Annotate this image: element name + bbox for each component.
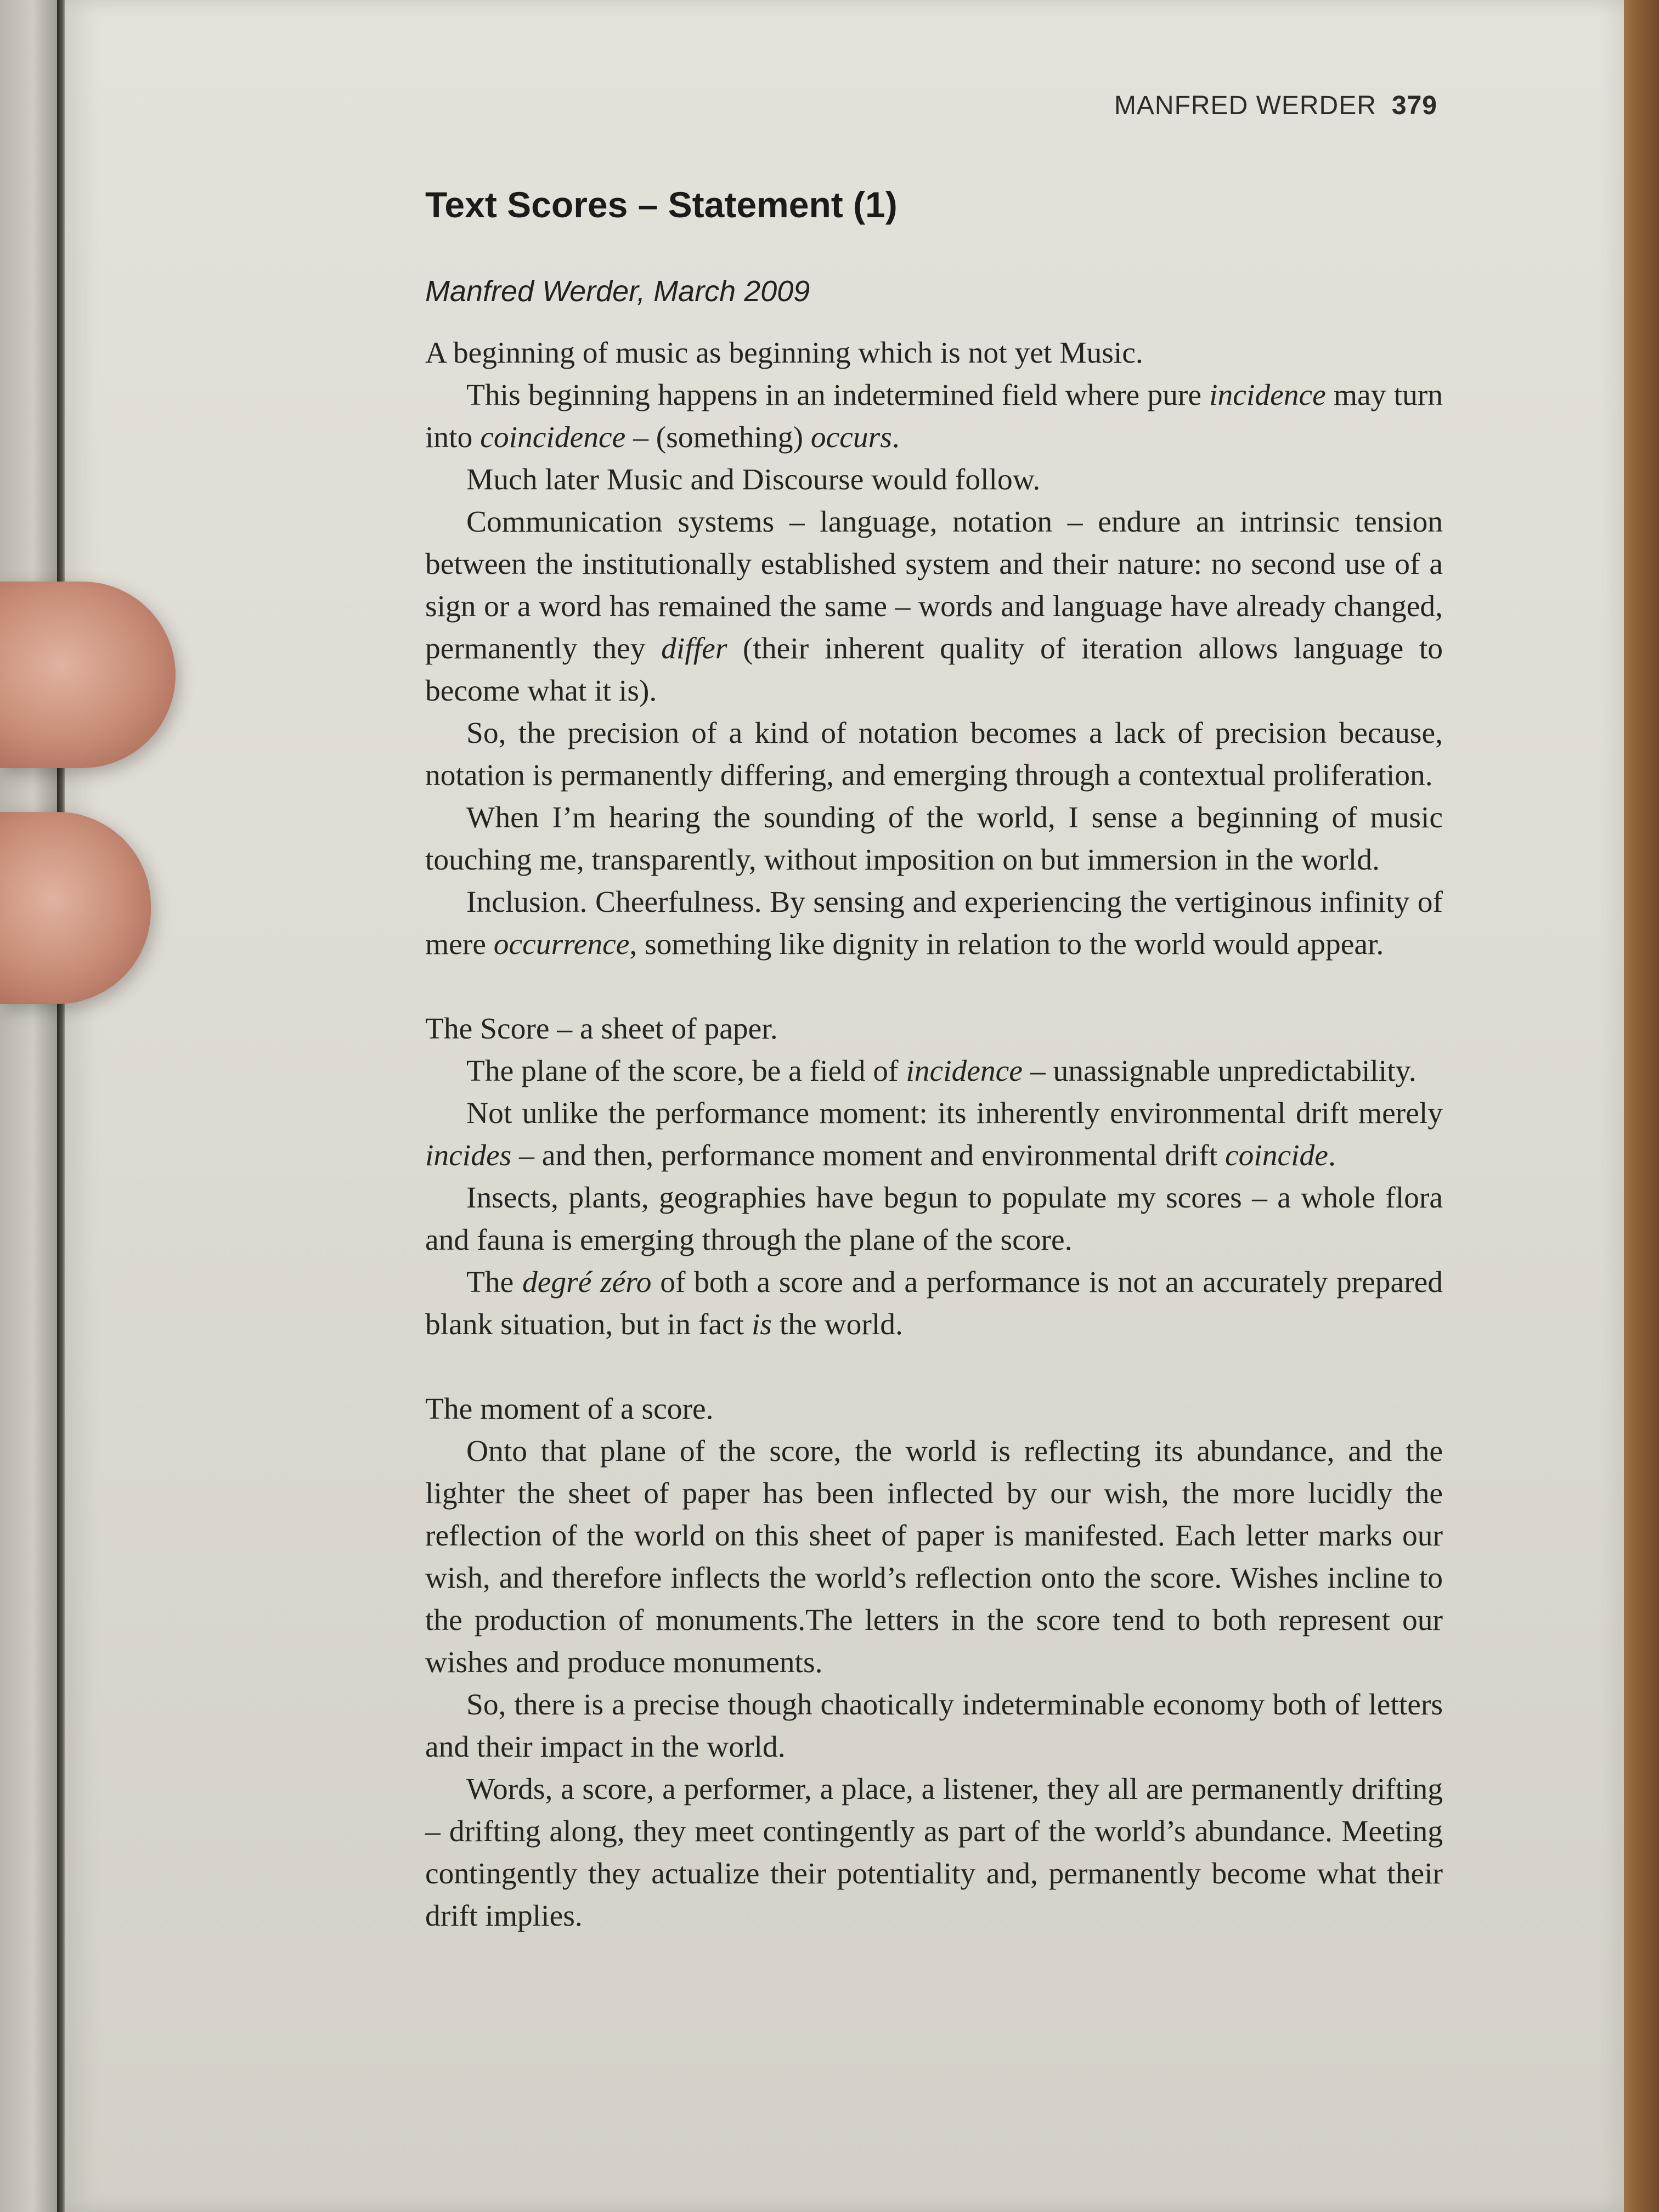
page-number: 379	[1391, 91, 1437, 120]
emphasis: occurrence	[493, 928, 630, 961]
chapter-title: Text Scores – Statement (1)	[425, 184, 898, 225]
emphasis: incidence	[906, 1054, 1023, 1088]
paragraph: So, there is a precise though chaotically indeterminable economy both of letters and their impact in the world.	[425, 1688, 1443, 1764]
emphasis: occurs	[810, 421, 892, 454]
paragraph: Much later Music and Discourse would follow.	[466, 463, 1041, 496]
byline: Manfred Werder, March 2009	[425, 275, 810, 308]
running-head	[1108, 91, 1437, 121]
paragraph: The plane of the score, be a field of incidence – unassignable unpredictability.	[466, 1054, 1417, 1088]
paragraph: So, the precision of a kind of notation becomes a lack of precision because, notation is permanently differing, and emerging through a contextual proliferation.	[425, 716, 1443, 792]
emphasis: degré zéro	[522, 1266, 652, 1299]
emphasis: incidence	[1209, 379, 1326, 412]
paragraph: The Score – a sheet of paper.	[425, 1012, 778, 1046]
paragraph: Communication systems – language, notation – endure an intrinsic tension between the institutionally established system and their nature: no second use of a sign or a word has remained the same – words and language have already changed, permanently they differ (their inherent quality of iteration allows language to become what it is).	[425, 505, 1443, 708]
running-head-author: MANFRED WERDER	[1114, 91, 1376, 120]
paragraph: This beginning happens in an indetermined field where pure incidence may turn into coincidence – (something) occurs.	[425, 379, 1443, 454]
emphasis: coincide	[1224, 1139, 1328, 1172]
paragraph: Inclusion. Cheerfulness. By sensing and experiencing the vertiginous infinity of mere occurrence, something like dignity in relation to the world would appear.	[425, 885, 1443, 961]
paragraph: Not unlike the performance moment: its inherently environmental drift merely incides – and then, performance moment and environmental drift coincide.	[425, 1097, 1443, 1172]
paragraph: The moment of a score.	[425, 1392, 714, 1426]
emphasis: incides	[425, 1139, 512, 1172]
paragraph: Words, a score, a performer, a place, a listener, they all are permanently drifting – drifting along, they meet contingently as part of the world’s abundance. Meeting contingently they actualize their potentiality and, permanently become what their drift implies.	[425, 1773, 1443, 1933]
emphasis: coincidence	[480, 421, 626, 454]
paragraph: When I’m hearing the sounding of the world, I sense a beginning of music touching me, transparently, without imposition on but immersion in the world.	[425, 801, 1443, 877]
paragraph: Insects, plants, geographies have begun to populate my scores – a whole flora and fauna is emerging through the plane of the score.	[425, 1181, 1443, 1257]
emphasis: differ	[661, 632, 727, 665]
paragraph: Onto that plane of the score, the world is reflecting its abundance, and the lighter the sheet of paper has been inflected by our wish, the more lucidly the reflection of the world on this sheet of paper is manifested. Each letter marks our wish, and therefore inflects the world’s reflection onto the score. Wishes incline to the production of monuments.The letters in the score tend to both represent our wishes and produce monuments.	[425, 1435, 1443, 1679]
left-page-edge	[0, 0, 60, 2212]
emphasis: is	[751, 1308, 772, 1341]
paragraph: A beginning of music as beginning which is not yet Music.	[425, 336, 1143, 370]
paragraph: The degré zéro of both a score and a performance is not an accurately prepared blank situation, but in fact is the world.	[425, 1266, 1443, 1341]
body-text	[425, 332, 1443, 1937]
